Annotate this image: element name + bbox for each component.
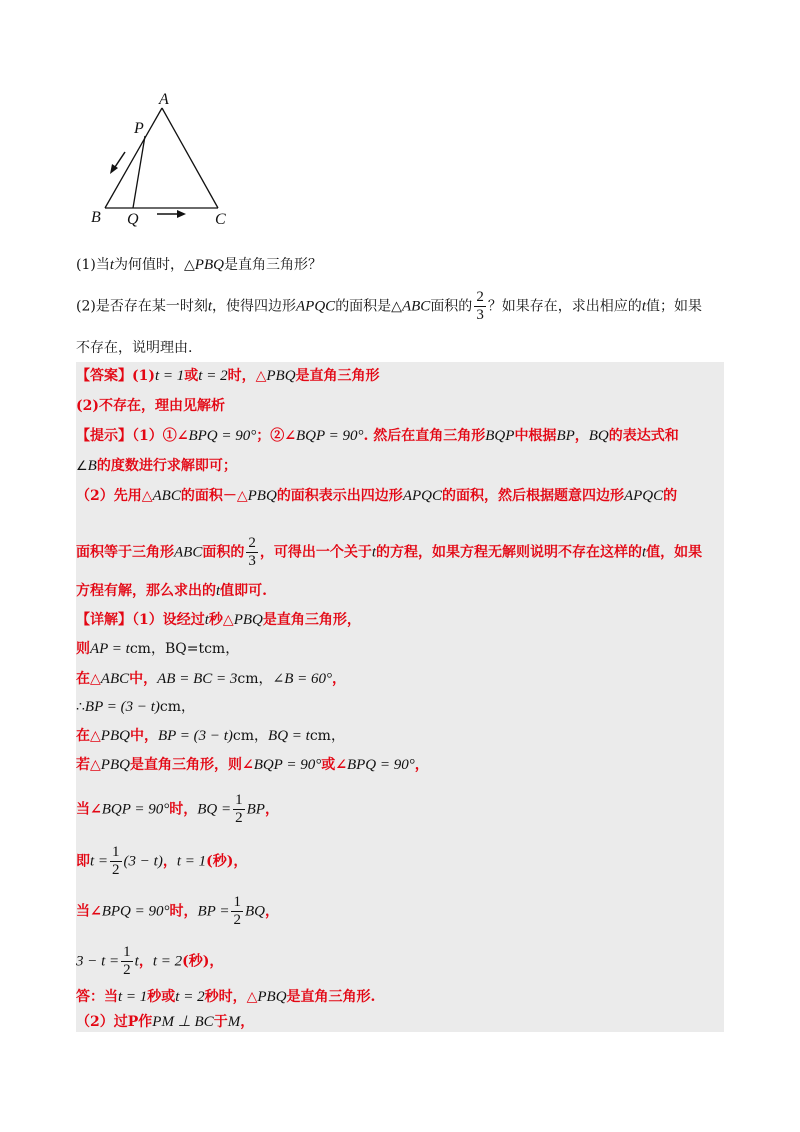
question-2-continued: 不存在，说明理由. [76, 340, 193, 356]
hint-line-2: ∠B的度数进行求解即可； [76, 458, 237, 474]
answer-line-2: (2)不存在，理由见解析 [76, 398, 225, 414]
label-b: B [91, 209, 101, 226]
detail-line-10: 3 − t = $\frac{1}{2}$ t，t = 2(秒)， [76, 944, 224, 978]
fraction-one-half: $\frac{1}{2}$ [112, 844, 120, 878]
label-c: C [215, 211, 226, 228]
detail-line-7: 当∠BQP = 90°时，BQ = $\frac{1}{2}$ BP， [76, 792, 279, 826]
detail-line-2: 则AP = tcm，BQ=tcm， [76, 641, 240, 657]
detail-line-3: 在△ABC中，AB = BC = 3cm，∠B = 60°， [76, 671, 347, 687]
segment-pq [133, 136, 145, 208]
detail-line-6: 若△PBQ是直角三角形，则∠BQP = 90°或∠BPQ = 90°， [76, 757, 429, 773]
question-2: (2)是否存在某一时刻t，使得四边形APQC的面积是△ABC面积的 $\frac{2}{3}$ ？如果存在，求出相应的t值；如果 [76, 289, 702, 323]
hint-line-3: （2）先用△ABC的面积－△PBQ的面积表示出四边形APQC的面积，然后根据题意四边形APQC的 [76, 488, 678, 504]
detail-line-5: 在△PBQ中，BP = (3 − t)cm，BQ = tcm， [76, 728, 345, 744]
detail-line-1: 【详解】（1）设经过t秒△PBQ是直角三角形， [76, 612, 361, 628]
fraction-one-half: $\frac{1}{2}$ [233, 894, 241, 928]
triangle-figure [85, 90, 245, 235]
hint-line-4: 面积等于三角形ABC面积的 $\frac{2}{3}$ ，可得出一个关于t的方程，如果方程无解则说明不存在这样的t值，如果 [76, 535, 703, 569]
detail-line-11: 答：当t = 1秒或t = 2秒时，△PBQ是直角三角形. [76, 989, 376, 1005]
fraction-one-half: $\frac{1}{2}$ [123, 944, 131, 978]
fraction-one-half: $\frac{1}{2}$ [235, 792, 243, 826]
arrow-down-left-icon [110, 152, 125, 174]
hint-line-1: 【提示】（1）①∠BPQ = 90°；②∠BQP = 90°. 然后在直角三角形BQP中根据BP，BQ的表达式和 [76, 428, 679, 444]
detail-line-8: 即t = $\frac{1}{2}$ (3 − t)，t = 1(秒)， [76, 844, 248, 878]
label-a: A [159, 91, 169, 108]
label-q: Q [127, 211, 139, 228]
label-p: P [134, 120, 144, 137]
hint-line-5: 方程有解，那么求出的t值即可. [76, 583, 268, 599]
arrow-right-icon [157, 210, 186, 218]
answer-line: 【答案】(1)t = 1或t = 2时，△PBQ是直角三角形 [76, 368, 380, 384]
side-ac [162, 108, 218, 208]
detail-line-9: 当∠BPQ = 90°时，BP = $\frac{1}{2}$ BQ， [76, 894, 279, 928]
question-1: (1)当t为何值时，△PBQ是直角三角形？ [76, 257, 322, 273]
fraction-two-thirds: $\frac{2}{3}$ [248, 535, 256, 569]
fraction-two-thirds: $\frac{2}{3}$ [476, 289, 484, 323]
detail-line-12: （2）过P作PM ⊥ BC于M， [76, 1014, 255, 1030]
detail-line-4: ∴BP = (3 − t)cm， [76, 699, 196, 715]
